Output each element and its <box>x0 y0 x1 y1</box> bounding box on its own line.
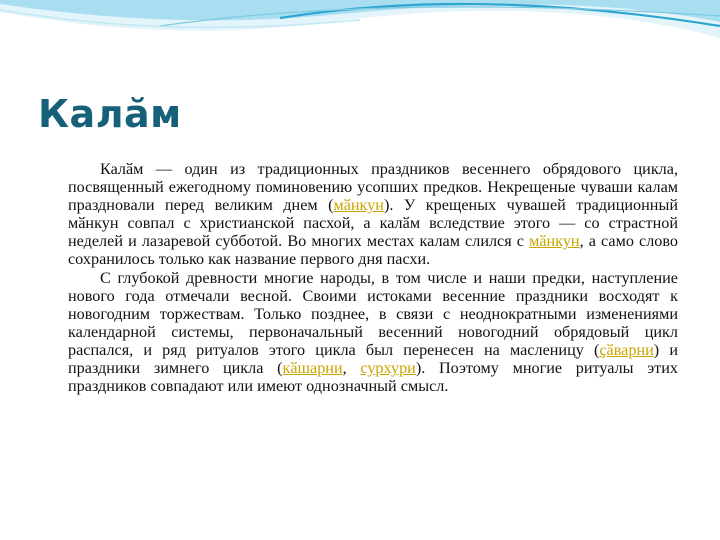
article-body <box>68 160 678 395</box>
term: Калӑм <box>100 160 144 178</box>
text: , а само слово сохранилось только как название первого дня пасхи. <box>68 232 679 269</box>
paragraph-1 <box>68 160 678 269</box>
text: — один из традиционных праздников весеннего обрядового цикла, посвященный ежегодному поминовению усопших предков. Некрещеные чуваши калам праздновали перед великим днем ( <box>68 160 678 215</box>
link-mankun[interactable]: мӑнкун <box>529 232 580 251</box>
page-title: Калӑм <box>38 92 182 136</box>
text: С глубокой древности многие народы, в том числе и наши предки, наступление нового года отмечали весной. Своими истоками весенние праздники восходят к новогодним торжествам. Только позднее, в связи с неоднократными изменениями календарной системы, первоначальный весенний новогодний обрядовый цикл распался, и ряд ритуалов этого цикла был перенесен на масленицу ( <box>68 268 678 359</box>
link-kasharni[interactable]: кӑшарни <box>282 359 343 378</box>
link-surkhuri[interactable]: сурхури <box>360 359 416 378</box>
link-mankun[interactable]: мӑнкун <box>333 196 384 215</box>
text: ) и праздники зимнего цикла ( <box>68 340 678 378</box>
link-savarni[interactable]: ҫӑварни <box>599 340 654 359</box>
text: ). Поэтому многие ритуалы этих праздников совпадают или имеют однозначный смысл. <box>68 359 678 396</box>
text: ). У крещеных чувашей традиционный мӑнкун совпал с христианской пасхой, а калӑм вследствие этого — со страстной неделей и лазаревой субботой. Во многих местах калам слился с <box>68 196 678 251</box>
header-wave-decoration <box>0 0 720 70</box>
text: , <box>342 359 361 378</box>
paragraph-2 <box>68 269 678 396</box>
